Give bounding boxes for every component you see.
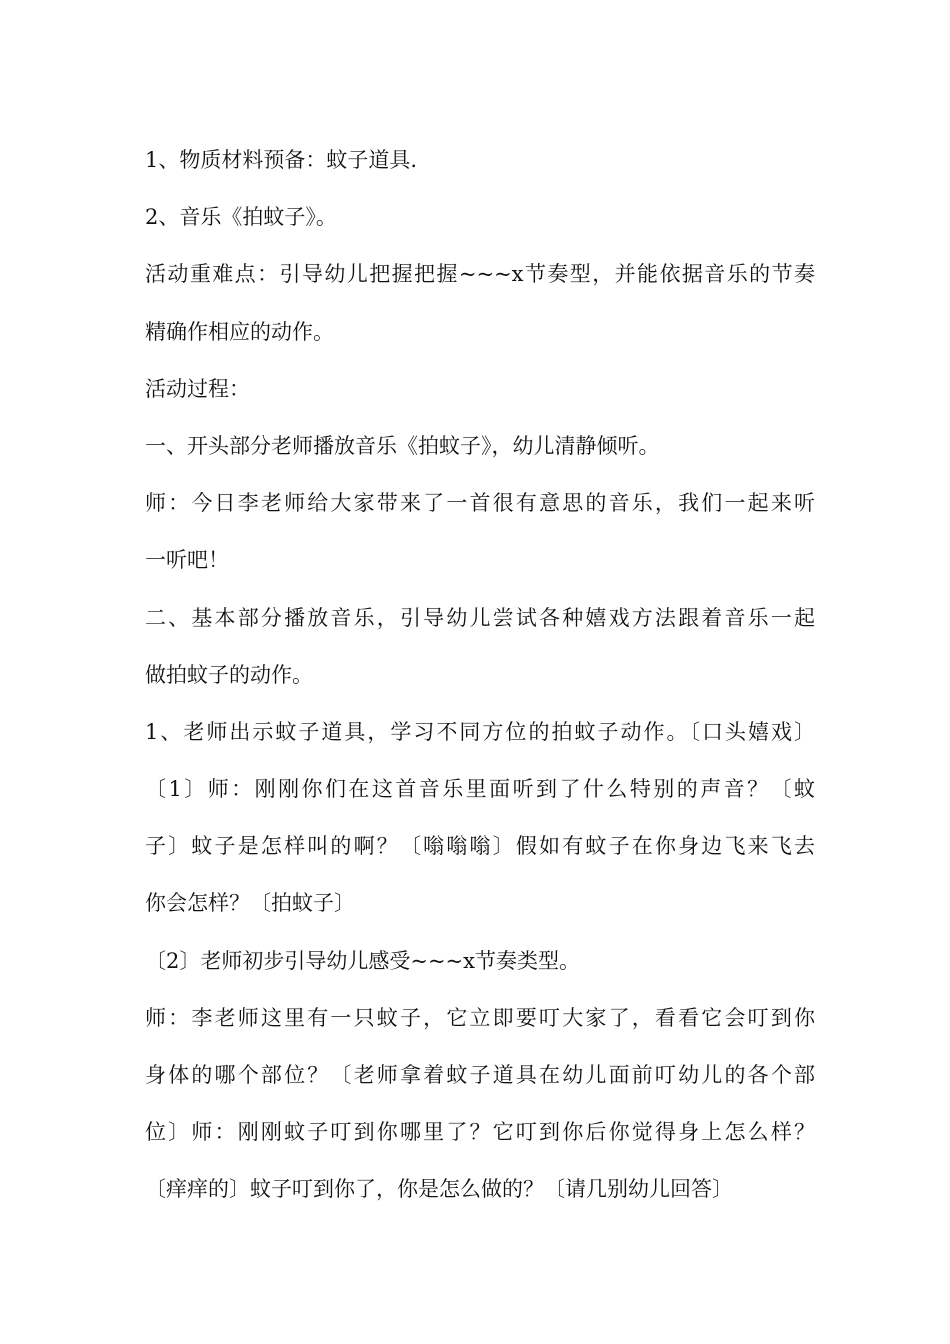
text-line: 1、老师出示蚊子道具，学习不同方位的拍蚊子动作。〔口头嬉戏〕 — [145, 719, 815, 744]
text-line: 活动重难点：引导幼儿把握把握~~~x节奏型，并能依据音乐的节奏 — [145, 262, 815, 287]
text-line: 子〕蚊子是怎样叫的啊？〔嗡嗡嗡〕假如有蚊子在你身边飞来飞去 — [145, 834, 815, 859]
text-line: 二、基本部分播放音乐，引导幼儿尝试各种嬉戏方法跟着音乐一起 — [145, 605, 815, 630]
text-line: 师：李老师这里有一只蚊子，它立即要叮大家了，看看它会叮到你 — [145, 1005, 815, 1030]
text-line: 你会怎样？〔拍蚊子〕 — [145, 891, 355, 916]
text-line: 一听吧！ — [145, 548, 229, 573]
text-line: 做拍蚊子的动作。 — [145, 662, 313, 687]
text-line: 精确作相应的动作。 — [145, 319, 334, 344]
text-line: 2、音乐《拍蚊子》。 — [145, 205, 337, 230]
text-line: 位〕师：刚刚蚊子叮到你哪里了？它叮到你后你觉得身上怎么样？ — [145, 1120, 815, 1145]
text-line: 一、开头部分老师播放音乐《拍蚊子》，幼儿清静倾听。 — [145, 433, 660, 458]
text-line: 师：今日李老师给大家带来了一首很有意思的音乐，我们一起来听 — [145, 491, 815, 516]
text-line: 〔2〕老师初步引导幼儿感受~~~x节奏类型。 — [145, 948, 580, 973]
text-line: 1、物质材料预备：蚊子道具. — [145, 148, 418, 172]
text-line: 活动过程： — [145, 376, 250, 401]
text-line: 〔1〕师：刚刚你们在这首音乐里面听到了什么特别的声音？〔蚊 — [145, 777, 815, 802]
document-body — [145, 132, 815, 1219]
text-line: 〔痒痒的〕蚊子叮到你了，你是怎么做的？〔请几别幼儿回答〕 — [145, 1177, 733, 1202]
text-line: 身体的哪个部位？〔老师拿着蚊子道具在幼儿面前叮幼儿的各个部 — [145, 1063, 815, 1087]
